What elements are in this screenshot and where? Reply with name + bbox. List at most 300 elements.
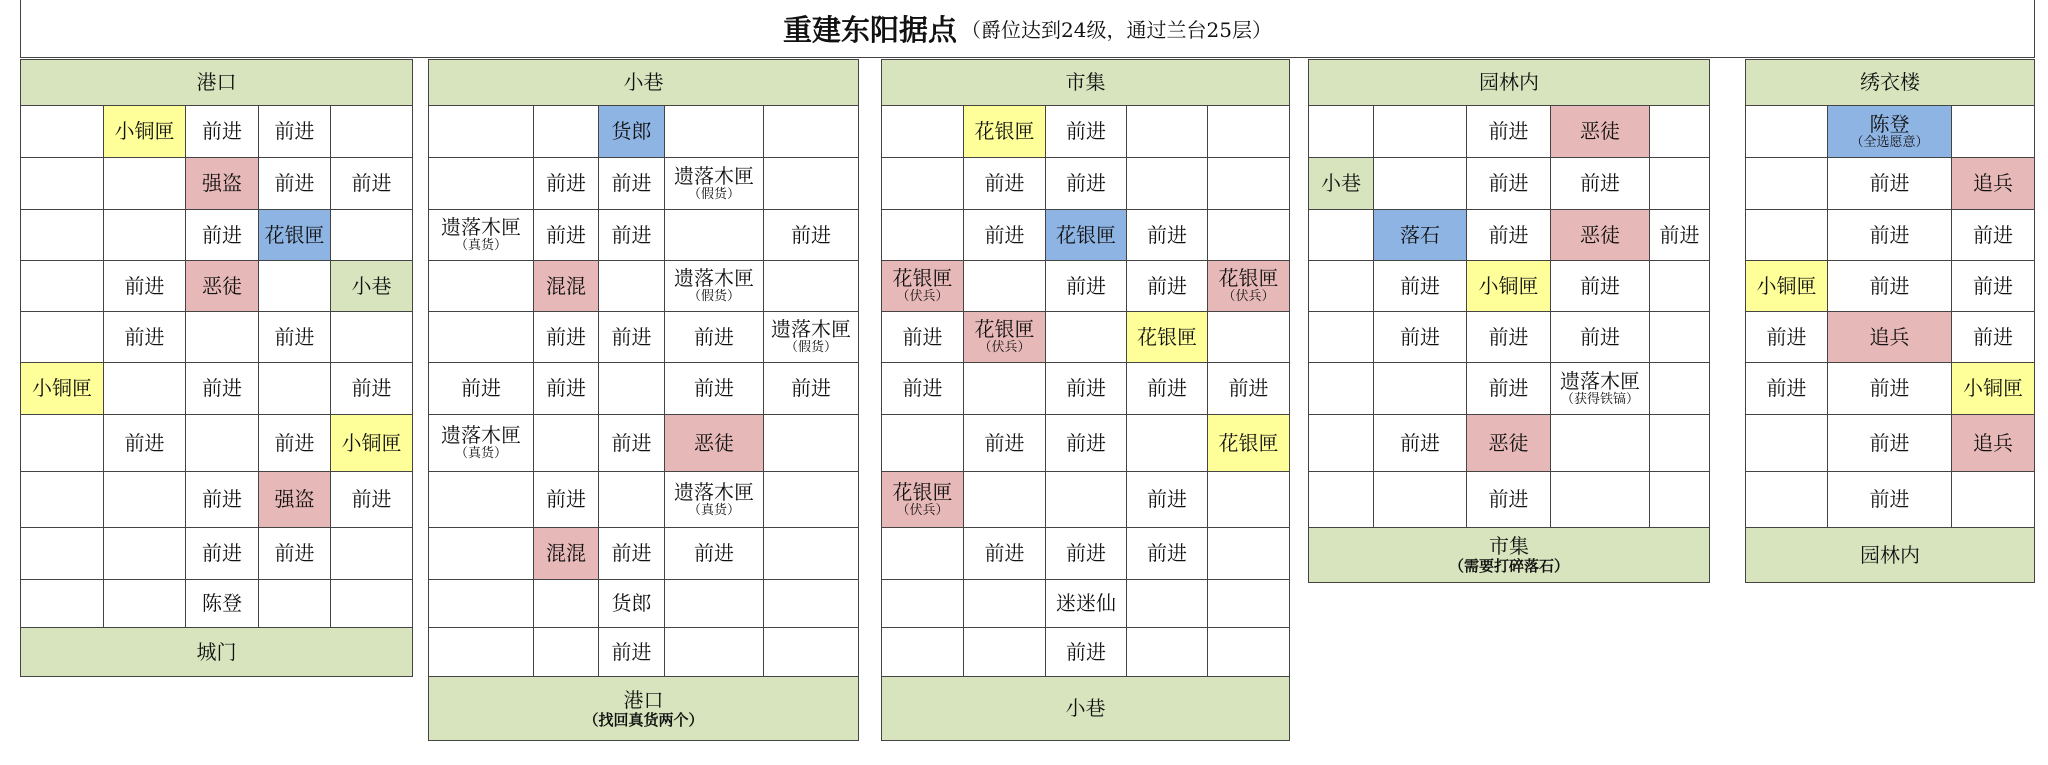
cell-label: 前进 [124, 324, 165, 349]
cell-label: 前进 [351, 376, 392, 400]
grid-row [429, 528, 859, 580]
grid-cell [1746, 363, 1828, 415]
grid-cell [104, 106, 186, 158]
cell-label: 小巷 [351, 273, 392, 298]
cell-label: 花银匣 [1137, 324, 1197, 349]
grid-cell [331, 363, 413, 415]
cell-note: （获得铁镐） [1560, 391, 1639, 407]
grid-row [21, 363, 413, 415]
grid-cell [665, 628, 764, 677]
grid-cell [259, 472, 331, 528]
grid-cell [882, 210, 964, 261]
grid-cell [1309, 158, 1374, 210]
cell-label: 前进 [611, 171, 652, 195]
grid-cell [331, 580, 413, 628]
cell-label: 前进 [546, 222, 586, 247]
grid-cell [1046, 363, 1127, 415]
cell-label: 落石 [1400, 222, 1440, 247]
grid-cell [882, 415, 964, 472]
cell-label: 前进 [1973, 222, 2013, 247]
grid-row [882, 210, 1290, 261]
cell-label: 前进 [1869, 376, 1910, 400]
grid-cell [259, 312, 331, 363]
grid-cell [429, 528, 534, 580]
cell-note: （真货） [687, 502, 740, 518]
grid-cell [1309, 106, 1374, 158]
grid-cell [665, 210, 764, 261]
grid-cell [764, 363, 859, 415]
grid-cell [764, 158, 859, 210]
grid-cell [21, 472, 104, 528]
grid-cell [1208, 312, 1290, 363]
grid-row [1746, 158, 2035, 210]
cell-label: 前进 [1147, 376, 1187, 400]
cell-label: 前进 [984, 541, 1025, 565]
cell-label: 遗落木匣 [771, 317, 852, 342]
cell-label: 恶徒 [1580, 119, 1620, 143]
grid-cell [1127, 312, 1208, 363]
grid-cell [186, 472, 259, 528]
cell-label: 前进 [202, 487, 242, 511]
grid-row [429, 106, 859, 158]
grid-row [21, 472, 413, 528]
grid-cell [1127, 580, 1208, 628]
page-subtitle: （爵位达到24级，通过兰台25层） [961, 18, 1272, 42]
grid-cell [1127, 472, 1208, 528]
cell-label: 前进 [1066, 541, 1106, 565]
grid-cell [1374, 158, 1467, 210]
cell-label: 前进 [1147, 541, 1187, 565]
grid-cell [104, 472, 186, 528]
cell-label: 前进 [902, 376, 943, 400]
grid-row [429, 158, 859, 210]
cell-label: 前进 [984, 171, 1025, 195]
cell-note: （伏兵） [896, 289, 949, 305]
cell-label: 前进 [351, 171, 392, 195]
grid-cell [1551, 210, 1650, 261]
grid-cell [1551, 158, 1650, 210]
cell-label: 花银匣 [1218, 266, 1279, 291]
grid-cell [1746, 312, 1828, 363]
cell-label: 前进 [274, 119, 315, 143]
grid-cell [964, 261, 1046, 312]
grid-cell [1208, 261, 1290, 312]
cell-label: 小铜匣 [341, 430, 402, 455]
grid-cell [21, 210, 104, 261]
grid-cell [21, 415, 104, 472]
grid-cell [882, 261, 964, 312]
cell-label: 追兵 [1973, 171, 2013, 195]
footer-note: （找回真货两个） [583, 710, 704, 729]
grid-cell [1467, 363, 1551, 415]
cell-label: 迷迷仙 [1056, 591, 1116, 615]
grid-cell [1650, 261, 1710, 312]
cell-label: 前进 [1066, 376, 1106, 400]
grid-cell [665, 580, 764, 628]
grid-row [1746, 472, 2035, 528]
cell-label: 前进 [1869, 222, 1910, 247]
section-footer [21, 628, 413, 677]
cell-label: 前进 [611, 324, 652, 349]
cell-label: 恶徒 [202, 273, 242, 298]
cell-label: 强盗 [202, 171, 242, 195]
grid-cell [186, 261, 259, 312]
page-title: 重建东阳据点 [783, 13, 958, 47]
grid-row [21, 158, 413, 210]
cell-label: 前进 [1580, 324, 1620, 349]
grid-cell [764, 312, 859, 363]
grid-cell [259, 210, 331, 261]
grid-row [21, 312, 413, 363]
cell-label: 前进 [984, 430, 1025, 455]
cell-label: 前进 [984, 222, 1025, 247]
cell-label: 前进 [1869, 171, 1910, 195]
grid-cell [1828, 106, 1952, 158]
grid-cell [764, 261, 859, 312]
grid-cell [186, 580, 259, 628]
cell-label: 前进 [1066, 639, 1106, 664]
cell-label: 花银匣 [974, 317, 1035, 342]
grid-row [429, 312, 859, 363]
grid-cell [1046, 580, 1127, 628]
cell-label: 前进 [274, 171, 315, 195]
grid-cell [1046, 312, 1127, 363]
cell-label: 前进 [124, 430, 165, 455]
grid-row [429, 415, 859, 472]
grid-row [882, 158, 1290, 210]
grid-cell [1208, 628, 1290, 677]
grid-cell [964, 472, 1046, 528]
grid-cell [21, 106, 104, 158]
grid-cell [1046, 158, 1127, 210]
grid-cell [259, 158, 331, 210]
grid-cell [259, 415, 331, 472]
cell-label: 花银匣 [1218, 430, 1279, 455]
grid-cell [665, 472, 764, 528]
grid-cell [764, 415, 859, 472]
grid-cell [1208, 158, 1290, 210]
grid-row [1746, 261, 2035, 312]
cell-label: 前进 [351, 487, 392, 511]
section-xiaoxiang [428, 59, 859, 741]
grid-cell [1952, 472, 2035, 528]
cell-label: 恶徒 [1488, 430, 1529, 455]
grid-cell [1374, 261, 1467, 312]
grid-cell [764, 210, 859, 261]
footer-label: 市集 [1489, 534, 1530, 559]
grid-cell [186, 210, 259, 261]
grid-cell [1309, 472, 1374, 528]
grid-cell [1374, 210, 1467, 261]
grid-cell [1650, 158, 1710, 210]
cell-label: 前进 [1488, 324, 1529, 349]
section-footer [1309, 528, 1710, 583]
grid-cell [1828, 472, 1952, 528]
grid-row [1309, 363, 1710, 415]
grid-row [429, 580, 859, 628]
grid-cell [1309, 415, 1374, 472]
grid-cell [1650, 210, 1710, 261]
grid-cell [534, 210, 599, 261]
cell-label: 前进 [546, 376, 586, 400]
grid-cell [104, 261, 186, 312]
grid-cell [1374, 472, 1467, 528]
grid-cell [1046, 210, 1127, 261]
grid-cell [21, 528, 104, 580]
cell-label: 前进 [611, 222, 652, 247]
grid-cell [186, 158, 259, 210]
section-footer [429, 677, 859, 741]
grid-cell [1650, 415, 1710, 472]
cell-label: 遗落木匣 [674, 479, 754, 504]
grid-row [429, 628, 859, 677]
footer-note: （需要打碎落石） [1449, 557, 1570, 576]
grid-row [1309, 472, 1710, 528]
grid-cell [764, 528, 859, 580]
grid-cell [764, 472, 859, 528]
grid-cell [534, 415, 599, 472]
grid-cell [882, 580, 964, 628]
cell-label: 前进 [611, 430, 652, 455]
grid-cell [1828, 158, 1952, 210]
grid-cell [1127, 210, 1208, 261]
cell-note: （伏兵） [1222, 289, 1275, 305]
grid-cell [1551, 106, 1650, 158]
grid-row [21, 261, 413, 312]
grid-cell [534, 312, 599, 363]
grid-cell [259, 580, 331, 628]
cell-label: 遗落木匣 [1560, 368, 1640, 393]
grid-cell [186, 312, 259, 363]
cell-label: 前进 [1488, 222, 1529, 247]
cell-label: 追兵 [1869, 324, 1910, 349]
grid-cell [429, 472, 534, 528]
grid-cell [1746, 261, 1828, 312]
grid-cell [599, 261, 665, 312]
grid-cell [1309, 210, 1374, 261]
footer-label: 小巷 [1065, 696, 1106, 720]
grid-cell [764, 628, 859, 677]
grid-cell [429, 312, 534, 363]
cell-label: 追兵 [1973, 430, 2013, 455]
grid-cell [186, 528, 259, 580]
cell-label: 前进 [461, 376, 501, 400]
grid-cell [21, 580, 104, 628]
grid-row [1309, 106, 1710, 158]
cell-note: （真货） [454, 238, 507, 254]
cell-label: 前进 [546, 171, 586, 195]
grid-cell [1127, 628, 1208, 677]
grid-cell [964, 158, 1046, 210]
cell-label: 遗落木匣 [674, 266, 754, 291]
cell-label: 前进 [1066, 119, 1106, 143]
grid-cell [534, 580, 599, 628]
grid-cell [1551, 472, 1650, 528]
grid-cell [1046, 528, 1127, 580]
grid-cell [1551, 363, 1650, 415]
grid-row [429, 363, 859, 415]
grid-cell [534, 106, 599, 158]
grid-cell [599, 580, 665, 628]
grid-cell [429, 415, 534, 472]
grid-cell [429, 158, 534, 210]
grid-cell [1374, 312, 1467, 363]
cell-label: 花银匣 [264, 222, 325, 247]
grid-cell [1551, 312, 1650, 363]
grid-cell [1650, 363, 1710, 415]
grid-row [882, 580, 1290, 628]
grid-cell [1952, 158, 2035, 210]
cell-label: 前进 [1973, 324, 2013, 349]
grid-cell [534, 628, 599, 677]
cell-label: 前进 [1066, 171, 1106, 195]
cell-label: 前进 [611, 639, 652, 664]
cell-label: 小铜匣 [114, 119, 175, 143]
grid-cell [534, 158, 599, 210]
grid-row [21, 106, 413, 158]
grid-cell [331, 528, 413, 580]
section-yuanlinnei [1308, 59, 1710, 583]
grid-row [1309, 312, 1710, 363]
cell-label: 前进 [1869, 487, 1910, 511]
section-footer [882, 677, 1290, 741]
cell-label: 前进 [791, 376, 832, 400]
section-header: 港口 [21, 60, 413, 106]
section-footer [1746, 528, 2035, 583]
cell-label: 前进 [1766, 376, 1807, 400]
cell-label: 遗落木匣 [674, 163, 754, 188]
cell-label: 前进 [1147, 487, 1187, 511]
grid-cell [964, 363, 1046, 415]
grid-row [1746, 312, 2035, 363]
grid-row [429, 472, 859, 528]
grid-cell [104, 580, 186, 628]
grid-cell [534, 261, 599, 312]
cell-label: 花银匣 [892, 266, 953, 291]
grid-cell [1551, 415, 1650, 472]
grid-cell [1551, 261, 1650, 312]
grid-row [882, 106, 1290, 158]
grid-cell [665, 528, 764, 580]
grid-row [21, 415, 413, 472]
footer-label: 城门 [196, 639, 237, 664]
cell-label: 前进 [1766, 324, 1807, 349]
cell-label: 前进 [1400, 273, 1440, 298]
grid-cell [1952, 363, 2035, 415]
page-title-bar [20, 0, 2035, 58]
grid-cell [429, 363, 534, 415]
cell-label: 恶徒 [1580, 222, 1620, 247]
grid-cell [964, 528, 1046, 580]
grid-cell [599, 628, 665, 677]
grid-row [1746, 106, 2035, 158]
grid-row [882, 528, 1290, 580]
grid-cell [21, 158, 104, 210]
grid-cell [1828, 312, 1952, 363]
grid-cell [1374, 363, 1467, 415]
cell-label: 前进 [202, 119, 242, 143]
cell-label: 遗落木匣 [441, 423, 521, 448]
grid-cell [1746, 415, 1828, 472]
cell-note: （全选愿意） [1850, 134, 1929, 150]
grid-cell [1208, 472, 1290, 528]
cell-label: 前进 [611, 541, 652, 565]
cell-label: 小铜匣 [1478, 273, 1539, 298]
grid-cell [1467, 261, 1551, 312]
cell-label: 前进 [1147, 273, 1187, 298]
cell-label: 前进 [902, 324, 943, 349]
grid-cell [665, 312, 764, 363]
cell-label: 花银匣 [974, 119, 1035, 143]
cell-label: 小铜匣 [1756, 273, 1817, 298]
grid-cell [21, 261, 104, 312]
cell-label: 小铜匣 [32, 376, 92, 400]
grid-row [1309, 415, 1710, 472]
grid-cell [599, 312, 665, 363]
grid-cell [331, 312, 413, 363]
grid-row [1309, 210, 1710, 261]
grid-row [882, 628, 1290, 677]
grid-cell [1746, 158, 1828, 210]
grid-cell [1828, 363, 1952, 415]
grid-row [882, 363, 1290, 415]
grid-cell [1467, 415, 1551, 472]
grid-cell [599, 210, 665, 261]
grid-cell [599, 106, 665, 158]
grid-cell [104, 158, 186, 210]
cell-label: 前进 [202, 376, 242, 400]
grid-cell [882, 528, 964, 580]
grid-cell [665, 106, 764, 158]
grid-cell [104, 528, 186, 580]
cell-label: 混混 [546, 541, 586, 565]
grid-row [1309, 158, 1710, 210]
grid-cell [1467, 210, 1551, 261]
grid-cell [1952, 312, 2035, 363]
cell-label: 前进 [124, 273, 165, 298]
cell-label: 前进 [1066, 273, 1106, 298]
cell-label: 前进 [1869, 430, 1910, 455]
grid-cell [21, 363, 104, 415]
cell-label: 前进 [1973, 273, 2013, 298]
grid-cell [186, 415, 259, 472]
grid-row [1746, 415, 2035, 472]
grid-cell [429, 580, 534, 628]
cell-note: （假货） [687, 289, 740, 305]
cell-label: 陈登 [1869, 111, 1910, 136]
cell-label: 货郎 [611, 119, 652, 143]
grid-cell [429, 628, 534, 677]
grid-cell [331, 158, 413, 210]
grid-cell [1467, 106, 1551, 158]
grid-cell [429, 106, 534, 158]
cell-label: 前进 [1869, 273, 1910, 298]
grid-cell [1650, 312, 1710, 363]
grid-cell [599, 472, 665, 528]
grid-cell [1127, 158, 1208, 210]
grid-cell [882, 106, 964, 158]
grid-cell [1309, 261, 1374, 312]
grid-cell [186, 363, 259, 415]
cell-label: 陈登 [202, 591, 242, 615]
cell-label: 遗落木匣 [441, 215, 521, 240]
grid-cell [21, 312, 104, 363]
cell-label: 前进 [791, 222, 832, 247]
cell-label: 前进 [1228, 376, 1269, 400]
cell-label: 前进 [1400, 324, 1440, 349]
grid-cell [665, 363, 764, 415]
cell-label: 前进 [1066, 430, 1106, 455]
